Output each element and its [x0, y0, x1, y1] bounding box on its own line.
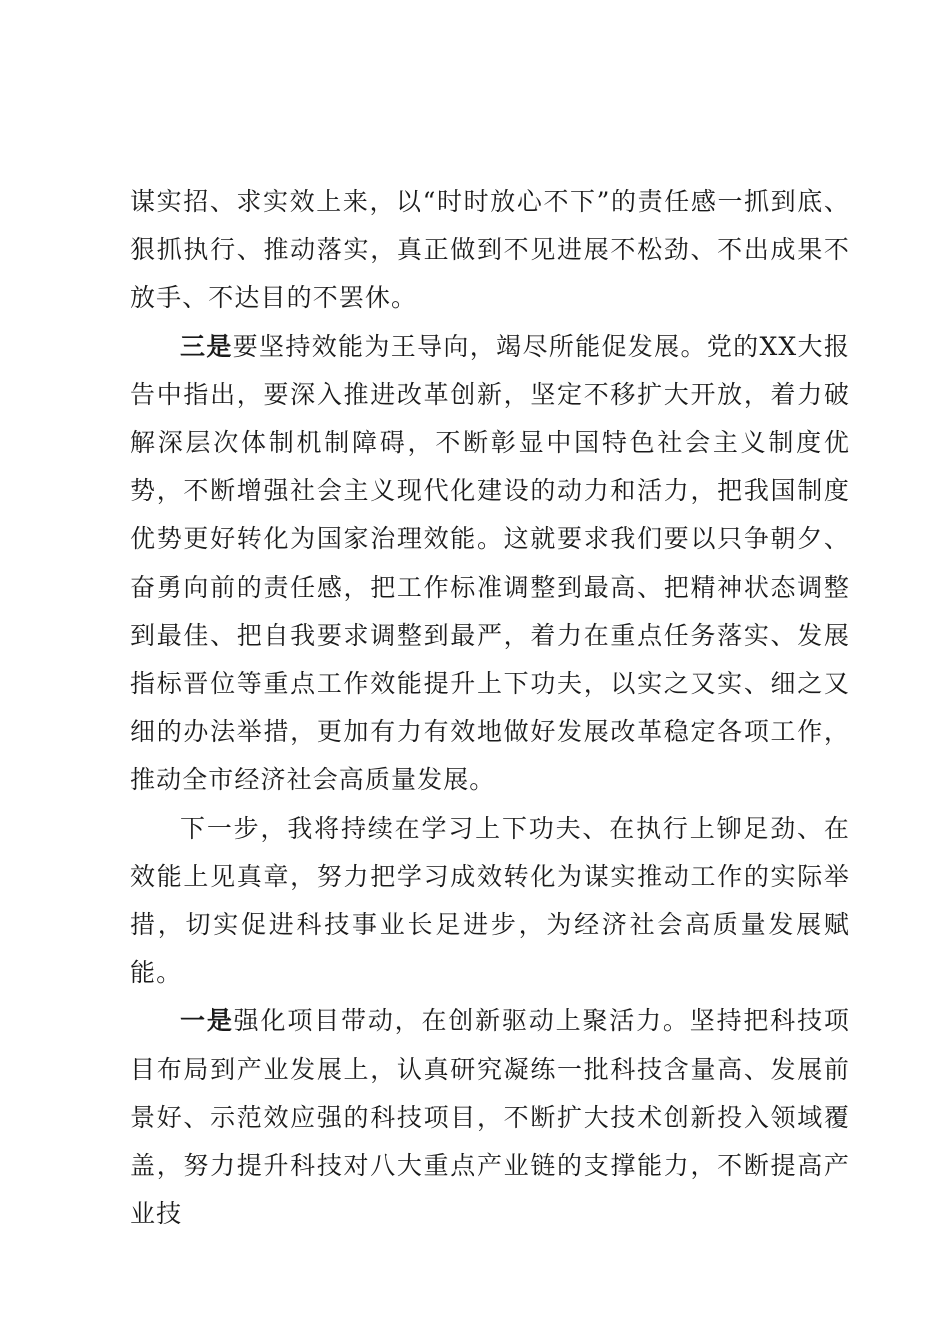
paragraph-lead: 一是 [180, 1006, 234, 1036]
paragraph-text: 谋实招、求实效上来，以“时时放心不下”的责任感一抓到底、狠抓执行、推动落实，真正做到不见进展不松劲、不出成果不放手、不达目的不罢休。 [130, 187, 850, 313]
paragraph-point-one [130, 997, 850, 1238]
paragraph-next-steps [130, 805, 850, 998]
paragraph-continuation [130, 178, 850, 323]
paragraph-lead: 三是 [180, 331, 233, 361]
paragraph-text: 强化项目带动，在创新驱动上聚活力。坚持把科技项目布局到产业发展上，认真研究凝练一批科技含量高、发展前景好、示范效应强的科技项目，不断扩大技术创新投入领域覆盖，努力提升科技对八大重点产业链的支撑能力，不断提高产业技 [130, 1006, 851, 1229]
paragraph-text: 要坚持效能为王导向，竭尽所能促发展。党的XX大报告中指出，要深入推进改革创新，坚定不移扩大开放，着力破解深层次体制机制障碍，不断彰显中国特色社会主义制度优势，不断增强社会主义现代化建设的动力和活力，把我国制度优势更好转化为国家治理效能。这就要求我们要以只争朝夕、奋勇向前的责任感，把工作标准调整到最高、把精神状态调整到最佳、把自我要求调整到最严，着力在重点任务落实、发展指标晋位等重点工作效能提升上下功夫，以实之又实、细之又细的办法举措，更加有力有效地做好发展改革稳定各项工作，推动全市经济社会高质量发展。 [130, 331, 850, 795]
document-body [130, 178, 850, 1238]
paragraph-text: 下一步，我将持续在学习上下功夫、在执行上铆足劲、在效能上见真章，努力把学习成效转化为谋实推动工作的实际举措，切实促进科技事业长足进步，为经济社会高质量发展赋能。 [130, 813, 850, 988]
paragraph-point-three [130, 323, 850, 805]
